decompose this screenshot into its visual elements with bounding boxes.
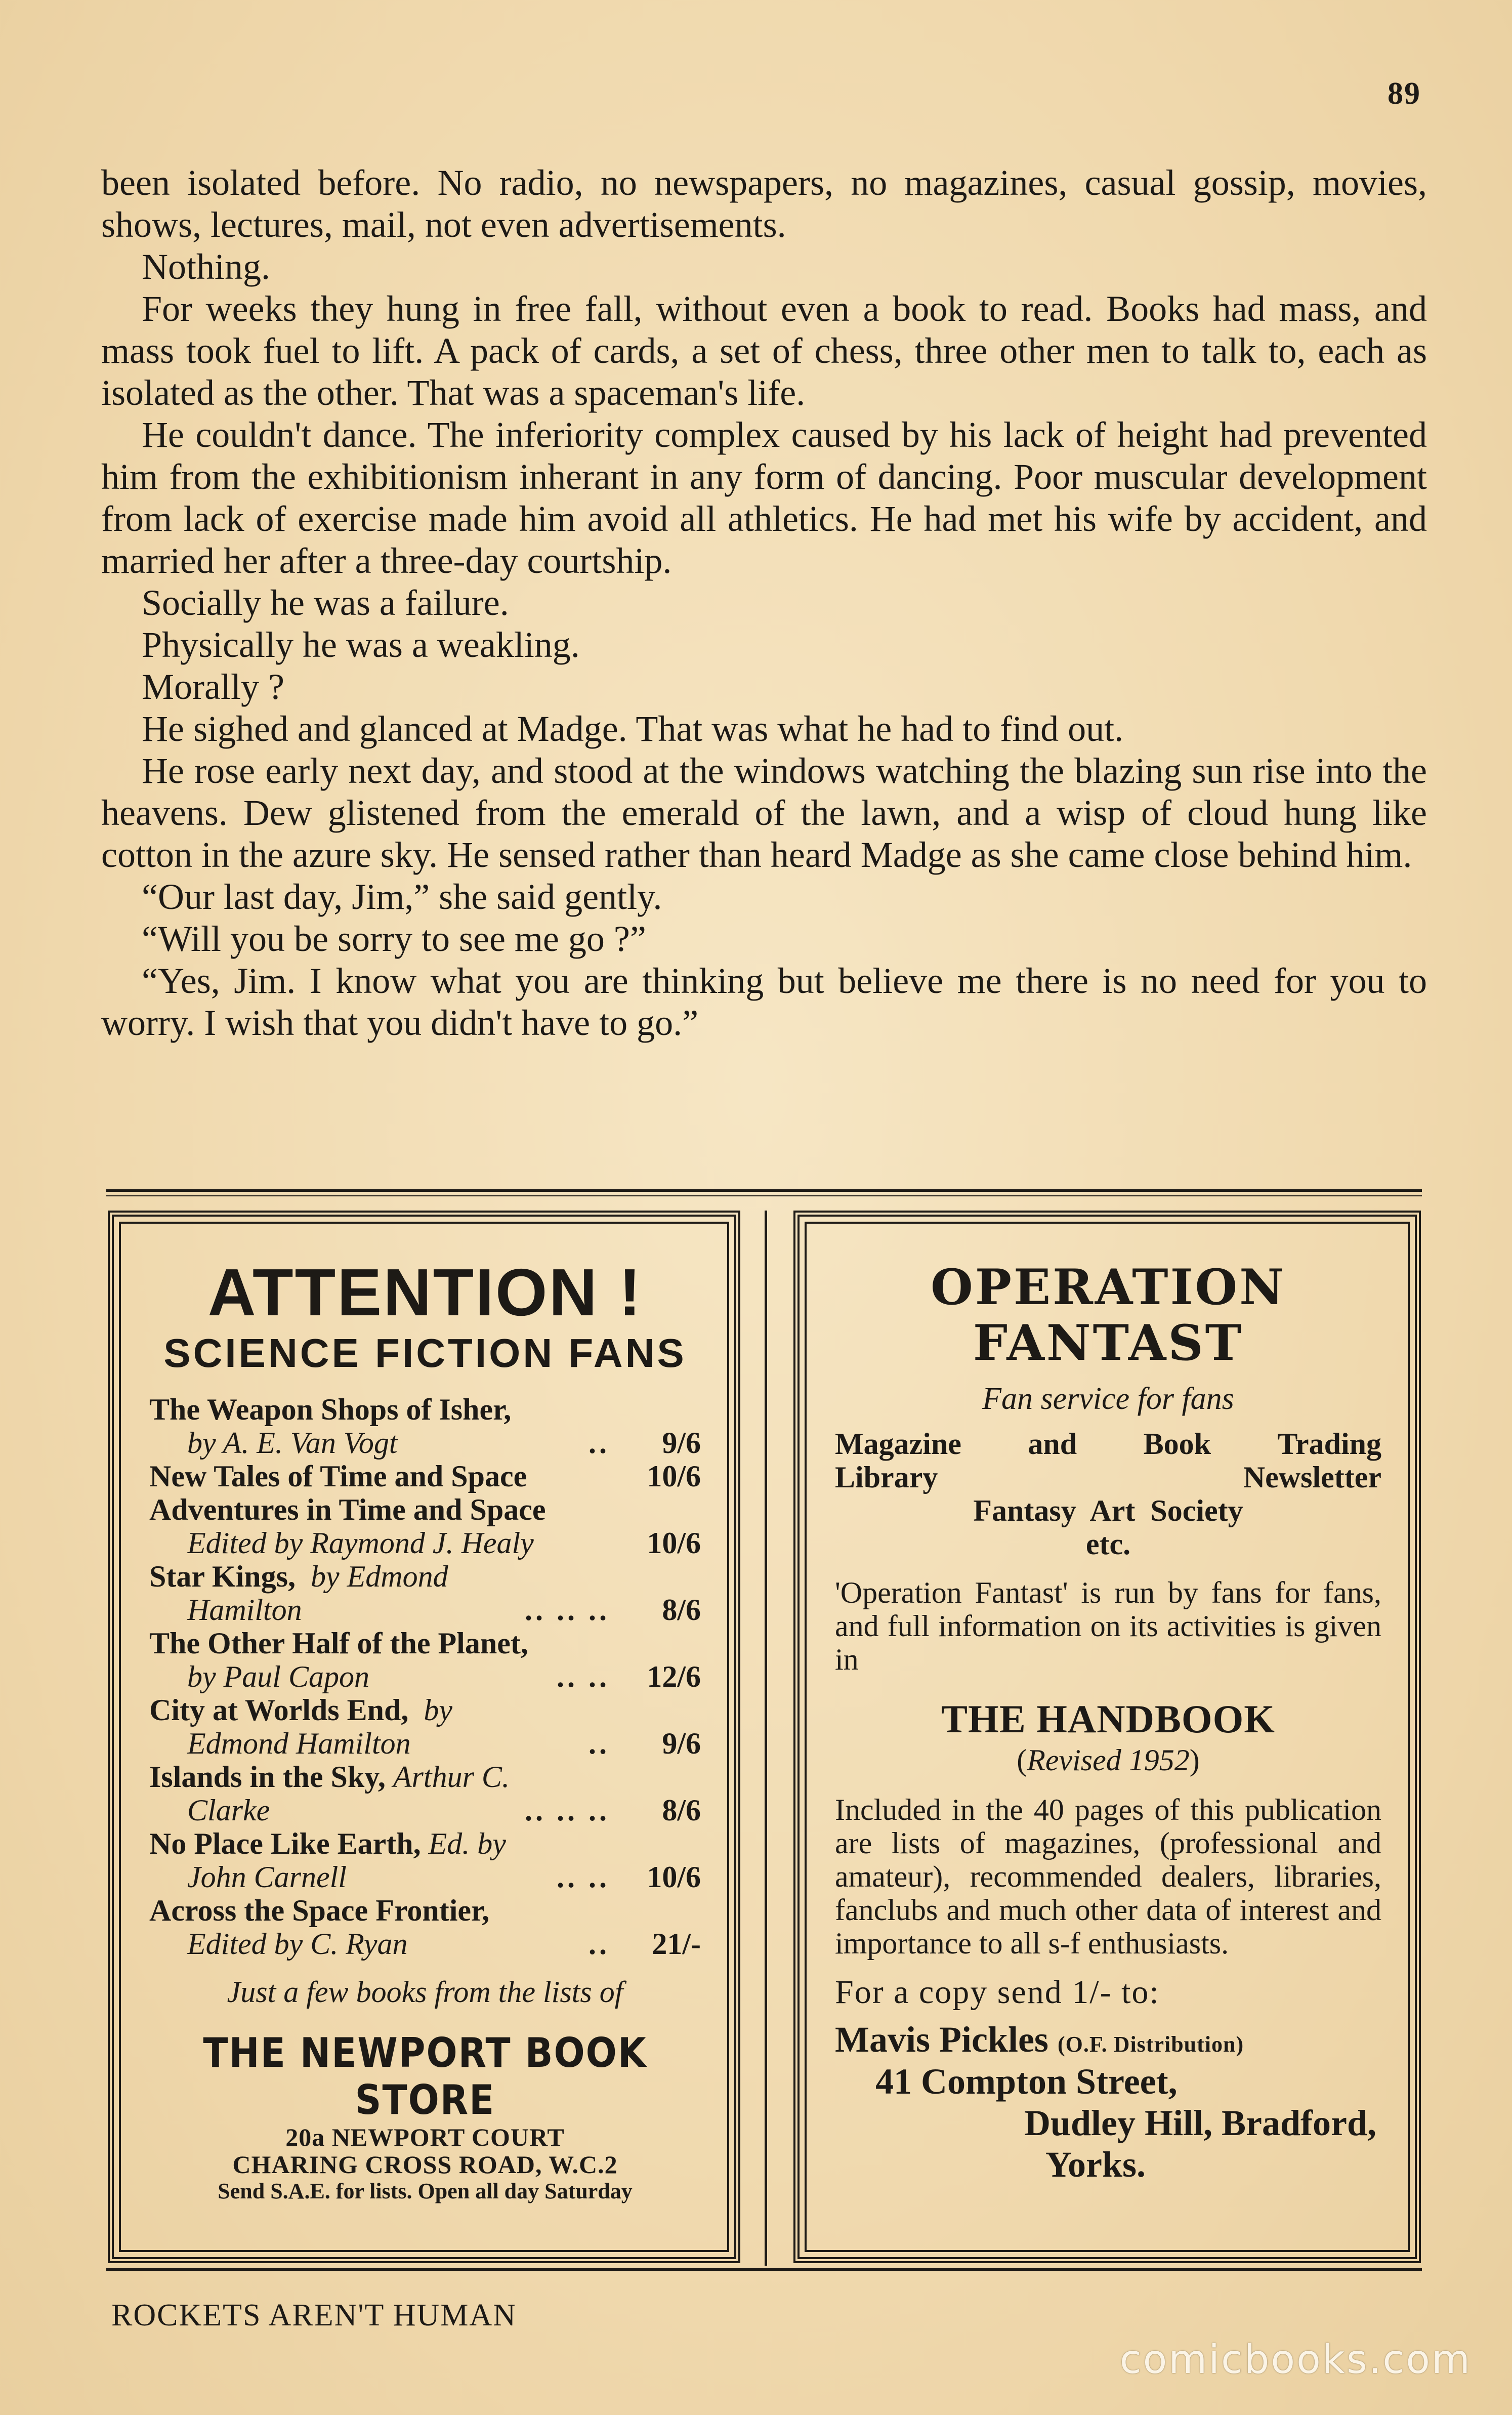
book-title: The Other Half of the Planet, xyxy=(149,1627,528,1660)
contact-name-line xyxy=(835,2019,1381,2061)
service-word: Art xyxy=(1089,1494,1136,1527)
story-paragraph: been isolated before. No radio, no newspapers, no magazines, casual gossip, movies, shows, lectures, mail, not even advertisements. xyxy=(101,162,1427,245)
story-paragraph: He rose early next day, and stood at the windows watching the blazing sun rise into the heavens. Dew glistened from the emerald of the lawn, and a wisp of cloud hung like cotton in the azure sky. He sensed rather than heard Madge as she came close behind him. xyxy=(101,751,1427,875)
leader-dots: .. .. xyxy=(557,1860,610,1894)
ad-tagline: Just a few books from the lists of xyxy=(227,1975,623,2009)
book-entry xyxy=(149,1760,701,1827)
book-author: Clarke xyxy=(187,1794,270,1827)
book-entry xyxy=(149,1460,701,1493)
book-price: 10/6 xyxy=(647,1526,701,1560)
book-entry xyxy=(149,1693,701,1760)
story-paragraph: Physically he was a weakling. xyxy=(142,624,580,665)
service-word: Fantasy xyxy=(973,1494,1076,1527)
book-author-prefix: Arthur C. xyxy=(393,1760,510,1794)
book-author: John Carnell xyxy=(187,1860,347,1894)
story-paragraph: “Will you be sorry to see me go ?” xyxy=(142,919,646,959)
newport-book-store-ad xyxy=(108,1211,740,2263)
service-word: Society xyxy=(1150,1494,1243,1527)
story-paragraph: Morally ? xyxy=(142,667,284,707)
book-author: Edmond Hamilton xyxy=(187,1727,411,1760)
section-divider xyxy=(106,1189,1422,1192)
service-word: Trading xyxy=(1277,1427,1381,1461)
book-author-prefix: by Edmond xyxy=(310,1560,448,1593)
service-word: Library xyxy=(835,1461,938,1494)
book-price: 12/6 xyxy=(647,1660,701,1693)
book-entry xyxy=(149,1560,701,1627)
leader-dots: .. .. .. xyxy=(525,1593,610,1627)
book-author: by A. E. Van Vogt xyxy=(187,1426,398,1460)
store-name: THE NEWPORT BOOK STORE xyxy=(203,2029,647,2123)
leader-dots: .. xyxy=(589,1426,610,1460)
service-word: Book xyxy=(1143,1427,1211,1461)
book-price: 8/6 xyxy=(662,1593,701,1627)
handbook-edition: (Revised 1952) xyxy=(1017,1743,1200,1777)
address-line: 41 Compton Street, xyxy=(875,2061,1178,2102)
book-title: Across the Space Frontier, xyxy=(149,1894,490,1927)
contact-name: Mavis Pickles xyxy=(835,2019,1048,2060)
book-title: The Weapon Shops of Isher, xyxy=(149,1393,512,1426)
book-price: 10/6 xyxy=(647,1460,701,1493)
ad-subhead: Fan service for fans xyxy=(982,1382,1234,1416)
book-entry xyxy=(149,1894,701,1961)
book-title: City at Worlds End, xyxy=(149,1693,409,1727)
order-instructions: For a copy send 1/- to: xyxy=(835,1974,1160,2011)
book-entry xyxy=(149,1493,701,1560)
story-paragraph: He couldn't dance. The inferiority complex caused by his lack of height had prevented him from the exhibitionism inherant in any form of dancing. Poor muscular development from lack of exercise made him avoid all athletics. He had met his wife by accident, and married her after a three-day courtship. xyxy=(101,414,1427,581)
book-title: Star Kings, xyxy=(149,1560,296,1593)
page-number: 89 xyxy=(1388,76,1421,111)
ad-headline: ATTENTION ! xyxy=(207,1255,643,1329)
book-price: 21/- xyxy=(652,1927,701,1961)
service-word: Newsletter xyxy=(1243,1461,1381,1494)
contact-note: (O.F. Distribution) xyxy=(1057,2032,1244,2057)
column-divider xyxy=(765,1211,767,2266)
footer-divider xyxy=(106,2268,1422,2271)
address-line: Yorks. xyxy=(1045,2144,1146,2185)
book-list xyxy=(149,1393,701,1961)
leader-dots: .. .. .. xyxy=(525,1794,610,1827)
handbook-title: THE HANDBOOK xyxy=(941,1697,1275,1741)
book-title: Adventures in Time and Space xyxy=(149,1493,546,1526)
services-list xyxy=(835,1427,1381,1561)
book-author-prefix: Ed. by xyxy=(428,1827,506,1860)
story-text xyxy=(101,162,1427,1044)
book-author-prefix: by xyxy=(424,1693,452,1727)
book-author: by Paul Capon xyxy=(187,1660,369,1693)
store-address-line: 20a NEWPORT COURT xyxy=(285,2123,565,2151)
book-entry xyxy=(149,1627,701,1693)
story-paragraph: Socially he was a failure. xyxy=(142,582,509,623)
book-price: 9/6 xyxy=(662,1426,701,1460)
section-divider-thin xyxy=(106,1195,1422,1196)
story-paragraph: “Yes, Jim. I know what you are thinking but believe me there is no need for you to worry. I wish that you didn't have to go.” xyxy=(101,961,1427,1043)
contact-address xyxy=(835,2061,1381,2185)
service-word: Magazine xyxy=(835,1427,961,1461)
book-price: 10/6 xyxy=(647,1860,701,1894)
ad-headline: OPERATION FANTAST xyxy=(931,1259,1286,1371)
book-author: Edited by C. Ryan xyxy=(187,1927,408,1961)
leader-dots: .. xyxy=(589,1727,610,1760)
story-paragraph: He sighed and glanced at Madge. That was what he had to find out. xyxy=(142,709,1124,749)
store-note: Send S.A.E. for lists. Open all day Saturday xyxy=(218,2179,633,2203)
address-line: Dudley Hill, Bradford, xyxy=(1024,2103,1376,2143)
book-title: Islands in the Sky, xyxy=(149,1760,386,1794)
store-address-line: CHARING CROSS ROAD, W.C.2 xyxy=(232,2150,618,2179)
running-footer-title: ROCKETS AREN'T HUMAN xyxy=(111,2298,517,2333)
ad-subhead: SCIENCE FICTION FANS xyxy=(163,1330,687,1376)
service-word: etc. xyxy=(1085,1527,1131,1561)
book-title: No Place Like Earth, xyxy=(149,1827,421,1860)
story-paragraph: “Our last day, Jim,” she said gently. xyxy=(142,877,662,917)
story-paragraph: For weeks they hung in free fall, without even a book to read. Books had mass, and mass took fuel to lift. A pack of cards, a set of chess, three other men to talk to, each as isolated as the other. That was a spaceman's life. xyxy=(101,288,1427,413)
leader-dots: .. xyxy=(589,1927,610,1961)
operation-fantast-ad xyxy=(793,1211,1421,2263)
book-author: Edited by Raymond J. Healy xyxy=(187,1526,534,1560)
book-entry xyxy=(149,1393,701,1460)
leader-dots: .. .. xyxy=(557,1660,610,1693)
watermark: comicbooks.com xyxy=(1119,2337,1472,2383)
service-word: and xyxy=(1028,1427,1077,1461)
book-price: 8/6 xyxy=(662,1794,701,1827)
ad-intro: 'Operation Fantast' is run by fans for fans, and full information on its activities is given in xyxy=(835,1576,1381,1676)
handbook-edition-text: Revised 1952 xyxy=(1027,1743,1190,1777)
book-entry xyxy=(149,1827,701,1894)
book-price: 9/6 xyxy=(662,1727,701,1760)
story-paragraph: Nothing. xyxy=(142,246,271,287)
handbook-description: Included in the 40 pages of this publication are lists of magazines, (professional and amateur), recommended dealers, libraries, fanclubs and much other data of interest and importance to all s-f enthusiasts. xyxy=(835,1793,1381,1960)
book-title: New Tales of Time and Space xyxy=(149,1460,527,1493)
book-author: Hamilton xyxy=(187,1593,302,1627)
